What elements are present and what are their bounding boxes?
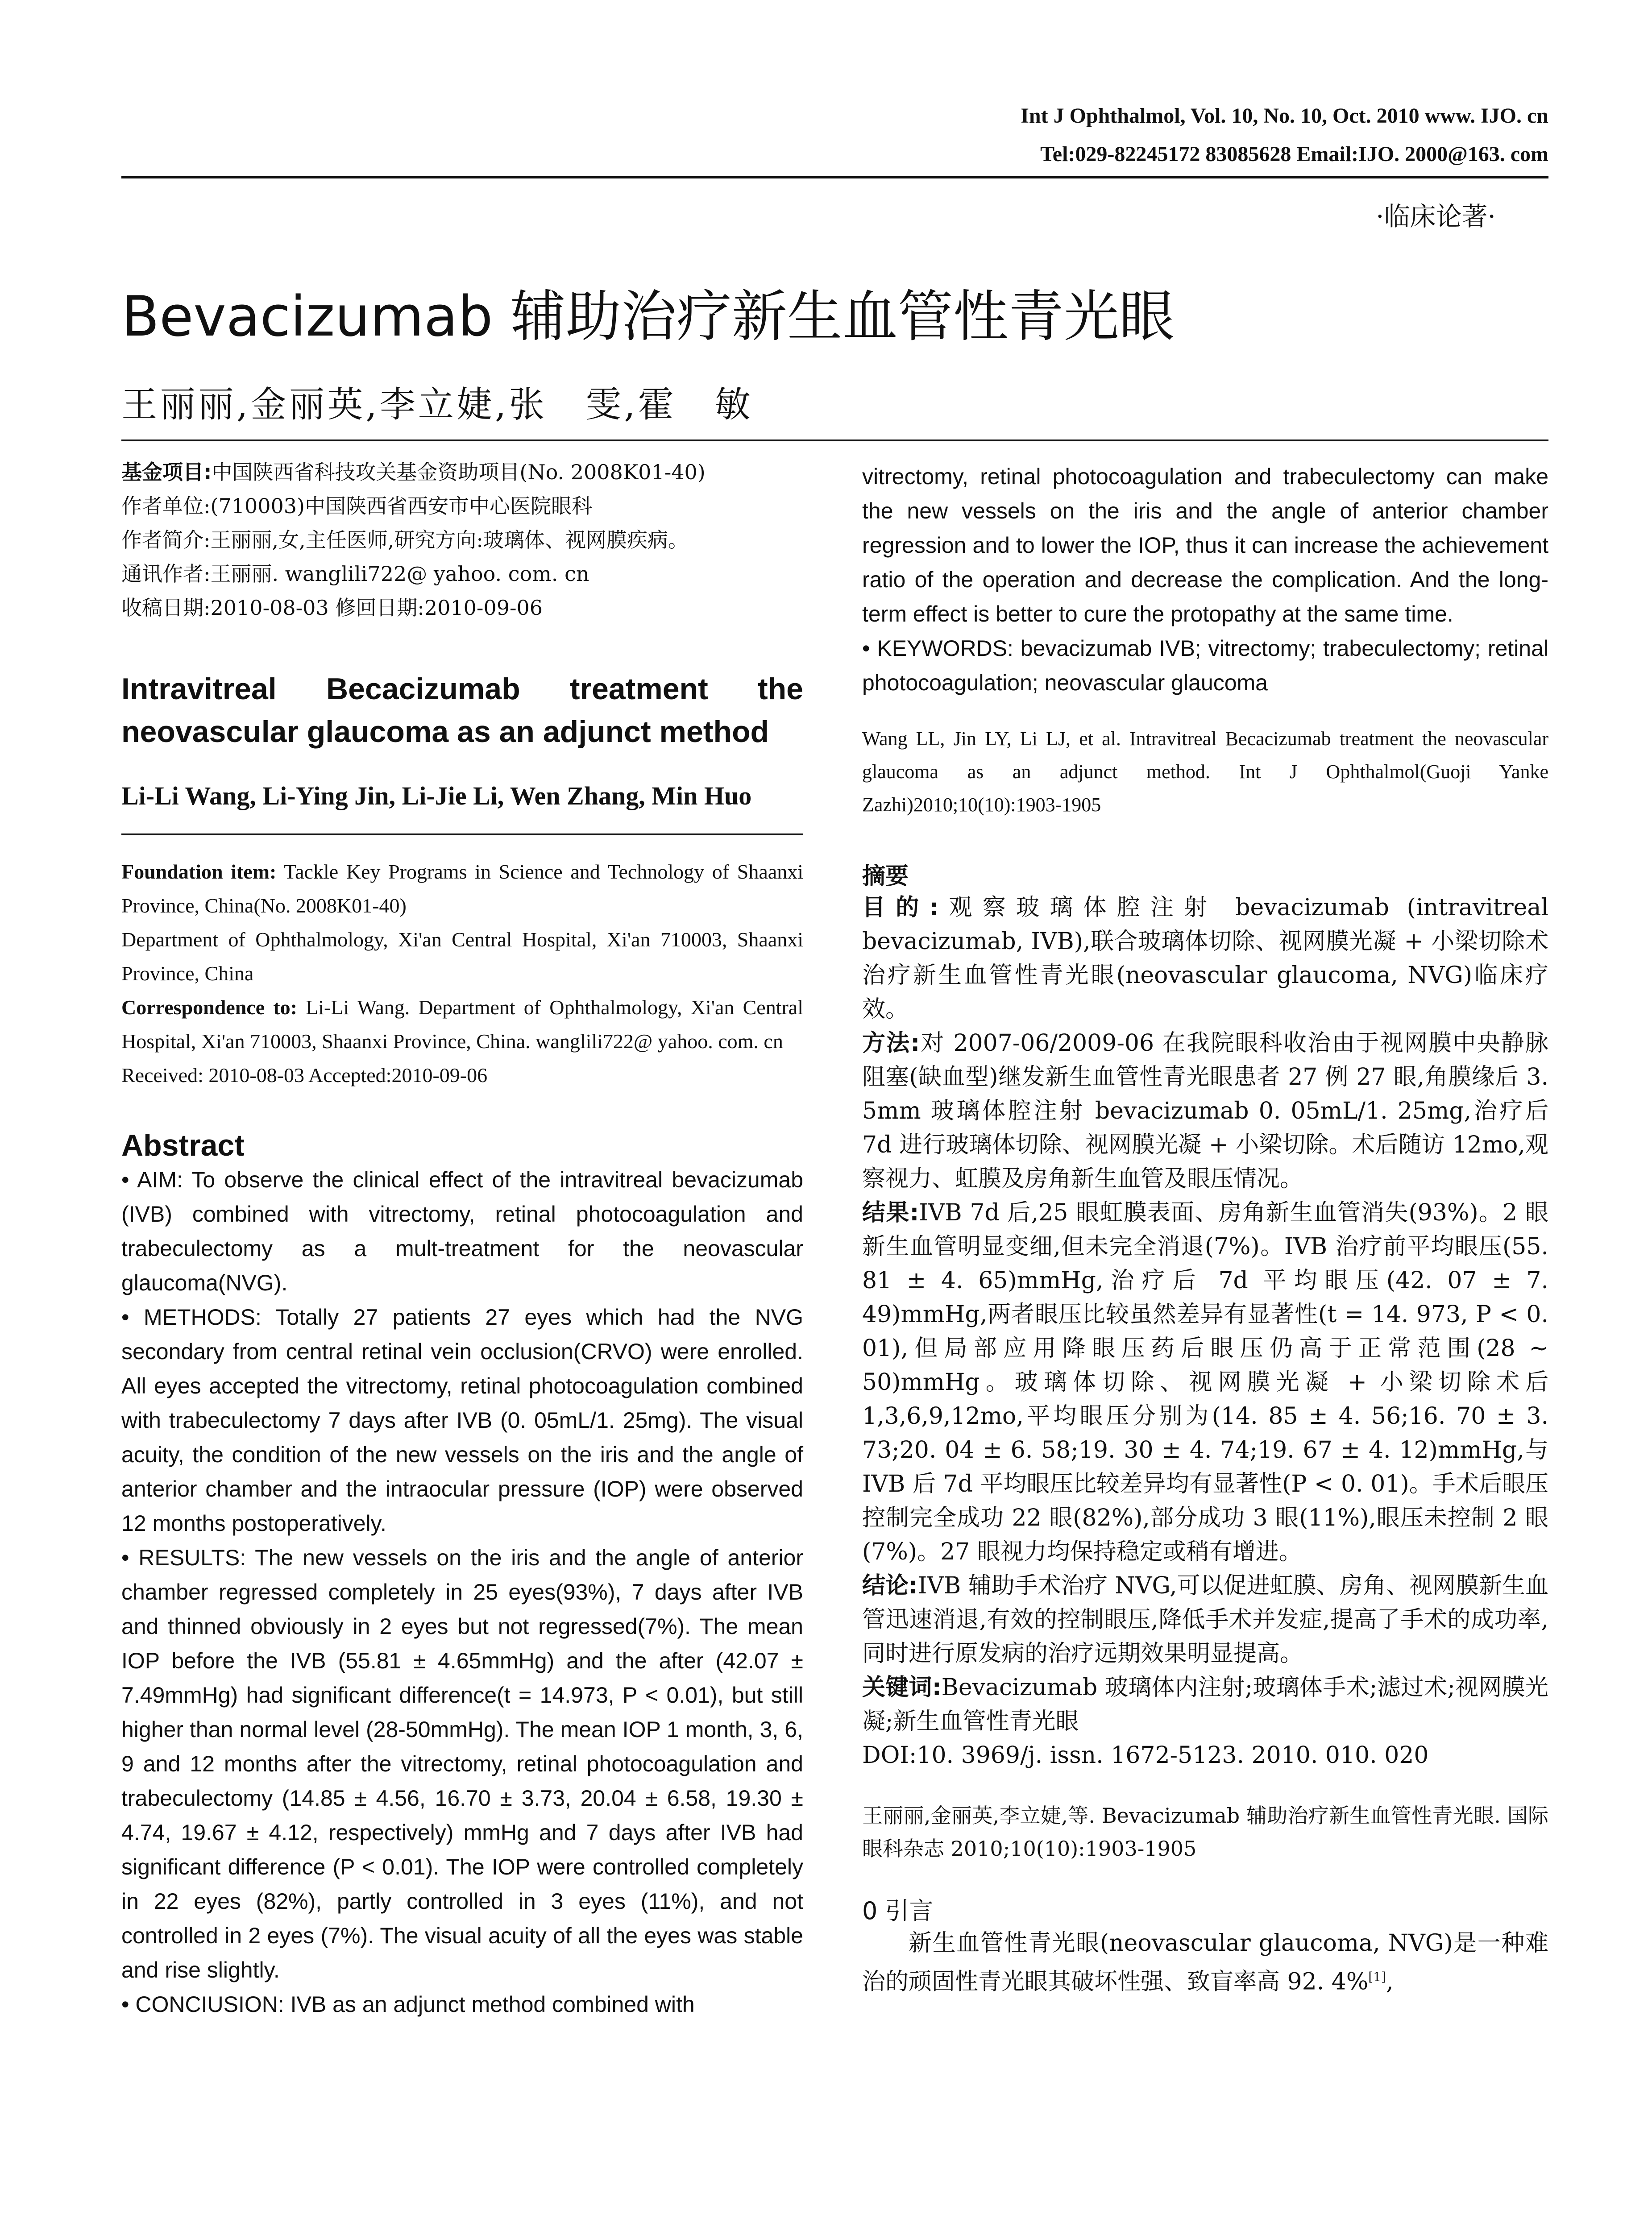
methods-text-cn: 对 2007-06/2009-06 在我院眼科收治由于视网膜中央静脉阻塞(缺血型)继发新生血管性青光眼患者 27 例 27 眼,角膜缘后 3. 5mm 玻璃体腔注射 bevacizumab 0. 05mL/1. 25mg,治疗后 7d 进行玻璃体切除、视网膜光凝 + 小梁切除。术后随访 12mo,观察视力、虹膜及房角新生血管及眼压情况。 xyxy=(862,1030,1549,1192)
fund-label: 基金项目: xyxy=(121,460,212,484)
title-rule xyxy=(121,440,1548,441)
abstract-methods: • METHODS: Totally 27 patients 27 eyes which had the NVG secondary from central retinal vein occlusion(CRVO) were enrolled. All eyes accepted the vitrectomy, retinal photocoagulation combined with trabeculectomy 7 days after IVB (0. 05mL/1. 25mg). The visual acuity, the condition of the new vessels on the iris and the angle of anterior chamber and the intraocular pressure (IOP) were observed 12 months postoperatively. xyxy=(121,1305,803,1536)
department-line: Department of Ophthalmology, Xi'an Central Hospital, Xi'an 710003, Shaanxi Province, China xyxy=(121,928,803,985)
left-column xyxy=(121,455,803,2022)
results-text-cn: IVB 7d 后,25 眼虹膜表面、房角新生血管消失(93%)。2 眼新生血管明显变细,但未完全消退(7%)。IVB 治疗前平均眼压(55. 81 ± 4. 65)mmHg,治疗后 7d 平均眼压(42. 07 ± 7. 49)mmHg,两者眼压比较虽然差异有显著性(t = 14. 973, P < 0. 01),但局部应用降眼压药后眼压仍高于正常范围(28 ~ 50)mmHg。玻璃体切除、视网膜光凝 + 小梁切除术后 1,3,6,9,12mo,平均眼压分别为(14. 85 ± 4. 56;16. 70 ± 3. 73;20. 04 ± 6. 58;19. 30 ± 4. 74;19. 67 ± 4. 12)mmHg,与 IVB 后 7d 平均眼压比较差异均有显著性(P < 0. 01)。手术后眼压控制完全成功 22 眼(82%),部分成功 3 眼(11%),眼压未控制 2 眼(7%)。27 眼视力均保持稳定或稍有增进。 xyxy=(862,1199,1549,1565)
article-title-cn: Bevacizumab 辅助治疗新生血管性青光眼 xyxy=(121,285,1175,349)
authors-cn: 王丽丽,金丽英,李立婕,张 雯,霍 敏 xyxy=(121,384,753,425)
abstract-cn-keywords xyxy=(862,1671,1548,1738)
abstract-cn-aim xyxy=(862,891,1548,1026)
intro-heading: 0 引言 xyxy=(862,1897,934,1925)
journal-contact: Tel:029-82245172 83085628 Email:IJO. 2000@163. com xyxy=(1040,142,1548,166)
journal-header: Int J Ophthalmol, Vol. 10, No. 10, Oct. 2010 www. IJO. cn xyxy=(1021,104,1548,128)
abstract-cn-methods xyxy=(862,1026,1548,1196)
foundation-label: Foundation item: xyxy=(121,860,277,883)
foundation-text: Tackle Key Programs in Science and Technology of Shaanxi Province, China(No. 2008K01-40) xyxy=(121,860,803,917)
abstract-conclusion-start: • CONCIUSION: IVB as an adjunct method combined with xyxy=(121,1992,695,2017)
conclusion-text-cn: IVB 辅助手术治疗 NVG,可以促进虹膜、房角、视网膜新生血管迅速消退,有效的控制眼压,降低手术并发症,提高了手术的成功率,同时进行原发病的治疗远期效果明显提高。 xyxy=(862,1572,1548,1667)
intro-tail: , xyxy=(1386,1968,1394,1995)
citation-en: Wang LL, Jin LY, Li LJ, et al. Intravitreal Becacizumab treatment the neovascular glaucoma as an adjunct method. Int J Ophthalmol(Guoji Yanke Zazhi)2010;10(10):1903-1905 xyxy=(862,728,1548,816)
fund-line xyxy=(121,455,803,489)
affiliation-line: 作者单位:(710003)中国陕西省西安市中心医院眼科 xyxy=(121,494,592,518)
intro-paragraph xyxy=(862,1926,1548,1999)
bio-line: 作者简介:王丽丽,女,主任医师,研究方向:玻璃体、视网膜疾病。 xyxy=(121,528,689,552)
correspondence-en xyxy=(121,991,803,1058)
fund-text: 中国陕西省科技攻关基金资助项目(No. 2008K01-40) xyxy=(212,460,706,484)
doi-line: DOI:10. 3969/j. issn. 1672-5123. 2010. 010. 020 xyxy=(862,1742,1429,1769)
citation-cn: 王丽丽,金丽英,李立婕,等. Bevacizumab 辅助治疗新生血管性青光眼. 国际眼科杂志 2010;10(10):1903-1905 xyxy=(862,1804,1548,1861)
header-rule xyxy=(121,176,1548,178)
abstract-conclusion-cont: vitrectomy, retinal photocoagulation and trabeculectomy can make the new vessels on the iris and the angle of anterior chamber regression and to lower the IOP, thus it can increase the achievement ratio of the operation and decrease the complication. And the long-term effect is better to cure the protopathy at the same time. xyxy=(862,464,1548,626)
correspondence-label: Correspondence to: xyxy=(121,996,297,1019)
received-dates: Received: 2010-08-03 Accepted:2010-09-06 xyxy=(121,1064,488,1086)
conclusion-label-cn: 结论: xyxy=(862,1572,918,1599)
correspondence-line: 通讯作者:王丽丽. wanglili722@ yahoo. com. cn xyxy=(121,562,589,586)
results-label-cn: 结果: xyxy=(862,1199,919,1226)
abstract-heading: Abstract xyxy=(121,1128,245,1162)
reference-marker[interactable]: [1] xyxy=(1368,1970,1386,1984)
aim-label-cn: 目的: xyxy=(862,894,939,921)
intro-text: 新生血管性青光眼(neovascular glaucoma, NVG)是一种难治的顽固性青光眼其破坏性强、致盲率高 92. 4% xyxy=(862,1930,1548,1995)
abstract-cn-results xyxy=(862,1196,1548,1569)
abstract-cn-conclusion xyxy=(862,1569,1548,1671)
methods-label-cn: 方法: xyxy=(862,1030,920,1057)
right-column xyxy=(862,460,1548,1999)
correspondence-text: Li-Li Wang. Department of Ophthalmology, Xi'an Central Hospital, Xi'an 710003, Shaanxi Province, China. wanglili722@ yahoo. com. cn xyxy=(121,996,804,1053)
article-title-en: Intravitreal Becacizumab treatment the neovascular glaucoma as an adjunct method xyxy=(121,672,803,749)
section-tag: ·临床论著· xyxy=(1376,201,1496,232)
abstract-aim: • AIM: To observe the clinical effect of the intravitreal bevacizumab (IVB) combined with vitrectomy, retinal photocoagulation and trabeculectomy as a mult-treatment for the neovascular glaucoma(NVG). xyxy=(121,1167,803,1295)
keywords-label-cn: 关键词: xyxy=(862,1674,942,1701)
abstract-cn-heading: 摘要 xyxy=(862,863,909,890)
aim-text-cn: 观察玻璃体腔注射 bevacizumab (intravitreal bevacizumab, IVB),联合玻璃体切除、视网膜光凝 + 小梁切除术治疗新生血管性青光眼(neovascular glaucoma, NVG)临床疗效。 xyxy=(862,894,1548,1023)
abstract-keywords: • KEYWORDS: bevacizumab IVB; vitrectomy; trabeculectomy; retinal photocoagulation; neovascular glaucoma xyxy=(862,636,1548,695)
foundation-item xyxy=(121,855,803,923)
dates-line: 收稿日期:2010-08-03 修回日期:2010-09-06 xyxy=(121,596,543,620)
abstract-results: • RESULTS: The new vessels on the iris and the angle of anterior chamber regressed completely in 25 eyes(93%), 7 days after IVB and thinned obviously in 2 eyes but not regressed(7%). The mean IOP before the IVB (55.81 ± 4.65mmHg) and the after (42.07 ± 7.49mmHg) had significant difference(t = 14.973, P < 0.01), but still higher than normal level (28-50mmHg). The mean IOP 1 month, 3, 6, 9 and 12 months after the vitrectomy, retinal photocoagulation and trabeculectomy (14.85 ± 4.56, 16.70 ± 3.73, 20.04 ± 6.58, 19.30 ± 4.74, 19.67 ± 4.12, respectively) mmHg and 7 days after IVB had significant difference (P < 0.01). The IOP were controlled completely in 22 eyes (82%), partly controlled in 3 eyes (11%), and not controlled in 2 eyes (7%). The visual acuity of all the eyes was stable and rise slightly. xyxy=(121,1545,803,1982)
authors-en: Li-Li Wang, Li-Ying Jin, Li-Jie Li, Wen Zhang, Min Huo xyxy=(121,781,752,810)
keywords-text-cn: Bevacizumab 玻璃体内注射;玻璃体手术;滤过术;视网膜光凝;新生血管性青光眼 xyxy=(862,1674,1548,1735)
